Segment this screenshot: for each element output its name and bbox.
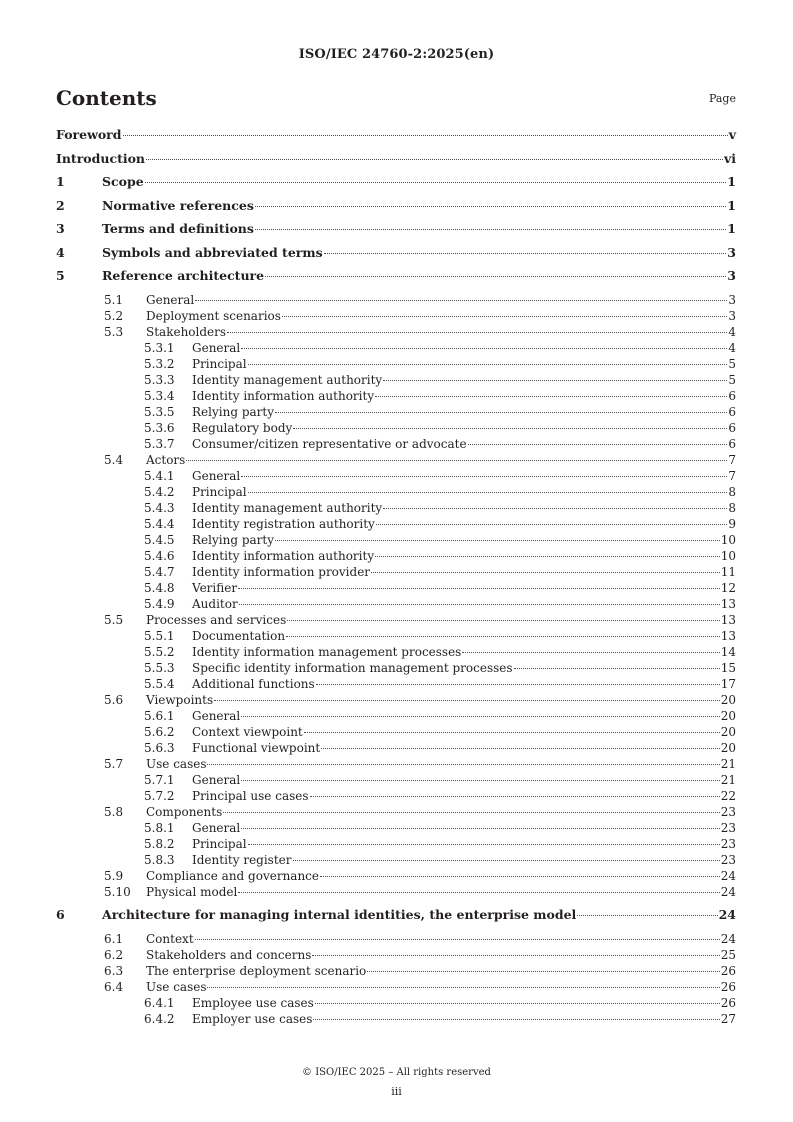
toc-entry-number: 5.6 <box>104 692 124 707</box>
toc-entry-page: 4 <box>728 324 736 339</box>
toc-entry-page: 8 <box>728 500 736 515</box>
toc-entry-title: Physical model <box>146 884 238 899</box>
toc-entry-number: 5.5.3 <box>144 660 175 675</box>
toc-dot-leader <box>282 316 727 317</box>
toc-entry-number: 5.4.2 <box>144 484 175 499</box>
toc-entry-title: Viewpoints <box>146 692 214 707</box>
toc-dot-leader <box>286 636 720 637</box>
toc-entry-title: Relying party <box>192 532 274 547</box>
toc-entry-number: 5.4.5 <box>144 532 175 547</box>
toc-entry-number: 5.7 <box>104 756 124 771</box>
toc-entry-number: 6.1 <box>104 931 124 946</box>
toc-entry-title: Principal <box>192 356 247 371</box>
toc-entry-title: Terms and definitions <box>102 221 254 236</box>
toc-dot-leader <box>324 253 727 254</box>
toc-entry-number: 5.3.5 <box>144 404 175 419</box>
toc-entry[interactable] <box>0 756 793 772</box>
toc-dot-leader <box>514 668 720 669</box>
toc-entry-number: 5.7.2 <box>144 788 175 803</box>
toc-entry-page: 23 <box>720 804 736 819</box>
toc-entry-number: 5.1 <box>104 292 124 307</box>
toc-dot-leader <box>293 860 720 861</box>
toc-entry-number: 5.10 <box>104 884 131 899</box>
toc-entry[interactable] <box>0 852 793 868</box>
toc-entry[interactable] <box>0 532 793 548</box>
toc-entry-number: 1 <box>56 174 65 189</box>
toc-entry-number: 5.4.6 <box>144 548 175 563</box>
toc-entry-number: 5.8.2 <box>144 836 175 851</box>
toc-entry-number: 2 <box>56 197 65 213</box>
toc-entry-page: 27 <box>720 1011 736 1026</box>
toc-entry-title: Auditor <box>192 596 238 611</box>
page-title: Contents <box>56 86 157 110</box>
toc-dot-leader <box>462 652 719 653</box>
toc-entry-page: 6 <box>728 420 736 435</box>
toc-entry-title: General <box>192 820 241 835</box>
toc-entry-page: 15 <box>720 660 736 675</box>
toc-entry-page: 7 <box>728 468 736 483</box>
toc-entry-page: 23 <box>720 852 736 867</box>
toc-entry-number: 5.8.3 <box>144 852 175 867</box>
toc-entry-page: 8 <box>728 484 736 499</box>
toc-entry-number: 5 <box>56 268 65 283</box>
toc-dot-leader <box>468 444 728 445</box>
toc-dot-leader <box>146 159 723 160</box>
toc-entry-number: 5.2 <box>104 308 124 323</box>
toc-dot-leader <box>241 780 719 781</box>
toc-entry-number: 5.5.2 <box>144 644 175 659</box>
toc-entry-number: 5.3.1 <box>144 340 175 355</box>
toc-entry-page: 26 <box>720 995 736 1010</box>
toc-entry-page: 26 <box>720 979 736 994</box>
toc-entry-title: Processes and services <box>146 612 287 627</box>
toc-dot-leader <box>145 182 727 183</box>
toc-entry-page: 6 <box>728 436 736 451</box>
toc-entry-title: Identity information authority <box>192 388 375 403</box>
toc-entry-title: Principal <box>192 836 247 851</box>
toc-entry[interactable] <box>0 221 793 237</box>
toc-entry[interactable] <box>0 628 793 644</box>
toc-dot-leader <box>241 716 719 717</box>
toc-entry-title: Compliance and governance <box>146 868 319 883</box>
toc-entry[interactable] <box>0 127 793 143</box>
toc-entry[interactable] <box>0 931 793 947</box>
toc-entry-page: 26 <box>720 963 736 978</box>
toc-entry-number: 5.4.7 <box>144 564 175 579</box>
toc-entry[interactable] <box>0 947 793 963</box>
toc-entry-title: General <box>146 292 195 307</box>
toc-entry-title: Introduction <box>56 150 146 166</box>
toc-entry[interactable] <box>0 198 793 214</box>
toc-entry-title: Use cases <box>146 979 207 994</box>
toc-entry-title: Identity information provider <box>192 564 371 579</box>
document-id-header: ISO/IEC 24760-2:2025(en) <box>298 47 495 62</box>
toc-dot-leader <box>195 939 720 940</box>
toc-entry-title: Context <box>146 931 194 946</box>
toc-entry-number: 5.3.3 <box>144 372 175 387</box>
toc-entry-page: 24 <box>720 931 736 946</box>
toc-entry-title: Principal <box>192 484 247 499</box>
toc-dot-leader <box>195 300 727 301</box>
toc-entry-title: Identity management authority <box>192 372 383 387</box>
toc-dot-leader <box>223 812 719 813</box>
toc-entry[interactable] <box>0 644 793 660</box>
toc-entry-page: 9 <box>728 516 736 531</box>
toc-entry-title: Identity register <box>192 852 292 867</box>
toc-dot-leader <box>239 604 720 605</box>
toc-entry-page: 13 <box>720 612 736 627</box>
toc-entry[interactable] <box>0 596 793 612</box>
toc-entry-number: 5.3.2 <box>144 356 175 371</box>
toc-entry-title: Identity registration authority <box>192 516 375 531</box>
toc-entry-title: Actors <box>146 452 186 467</box>
toc-entry[interactable] <box>0 340 793 356</box>
toc-dot-leader <box>310 796 720 797</box>
toc-entry-page: 6 <box>728 388 736 403</box>
toc-entry-page: 3 <box>728 292 736 307</box>
toc-dot-leader <box>367 971 719 972</box>
toc-dot-leader <box>207 987 719 988</box>
toc-entry-page: v <box>728 127 736 142</box>
toc-entry-title: Functional viewpoint <box>192 740 321 755</box>
toc-entry-title: Symbols and abbreviated terms <box>102 244 323 260</box>
toc-dot-leader <box>275 412 727 413</box>
toc-entry[interactable] <box>0 660 793 676</box>
toc-entry[interactable] <box>0 907 793 923</box>
toc-entry-number: 5.6.2 <box>144 724 175 739</box>
toc-entry-number: 3 <box>56 221 65 236</box>
toc-entry-page: 24 <box>720 868 736 883</box>
toc-entry-title: General <box>192 772 241 787</box>
toc-entry-title: Specific identity information management processes <box>192 660 513 675</box>
toc-entry-number: 5.7.1 <box>144 772 175 787</box>
toc-entry[interactable] <box>0 484 793 500</box>
toc-entry-title: Employee use cases <box>192 995 314 1010</box>
toc-entry-title: Relying party <box>192 404 274 419</box>
toc-entry[interactable] <box>0 612 793 628</box>
toc-entry-title: The enterprise deployment scenario <box>146 963 367 978</box>
toc-entry-title: Consumer/citizen representative or advocate <box>192 436 467 451</box>
toc-entry[interactable] <box>0 692 793 708</box>
toc-entry[interactable] <box>0 676 793 692</box>
toc-entry-number: 4 <box>56 244 65 260</box>
toc-entry-number: 5.5.4 <box>144 676 175 691</box>
toc-entry-page: 20 <box>720 692 736 707</box>
toc-entry-page: 11 <box>720 564 736 579</box>
toc-dot-leader <box>293 428 727 429</box>
toc-entry-page: 3 <box>727 268 736 283</box>
toc-entry[interactable] <box>0 724 793 740</box>
toc-entry[interactable] <box>0 268 793 284</box>
toc-entry[interactable] <box>0 292 793 308</box>
toc-entry-number: 6.2 <box>104 947 124 962</box>
toc-entry[interactable] <box>0 372 793 388</box>
toc-entry-title: Employer use cases <box>192 1011 313 1026</box>
toc-entry-page: 24 <box>720 884 736 899</box>
toc-entry[interactable] <box>0 151 793 167</box>
toc-entry-page: 13 <box>720 596 736 611</box>
toc-entry[interactable] <box>0 580 793 596</box>
toc-entry[interactable] <box>0 324 793 340</box>
toc-entry[interactable] <box>0 995 793 1011</box>
toc-entry-title: General <box>192 468 241 483</box>
toc-dot-leader <box>375 556 720 557</box>
toc-entry-page: 12 <box>720 580 736 595</box>
toc-entry-page: vi <box>723 150 736 166</box>
toc-entry-page: 20 <box>720 724 736 739</box>
toc-entry[interactable] <box>0 452 793 468</box>
toc-dot-leader <box>255 229 726 230</box>
toc-dot-leader <box>304 732 720 733</box>
toc-entry-number: 6.4 <box>104 979 124 994</box>
toc-dot-leader <box>248 492 728 493</box>
toc-entry-number: 5.3.7 <box>144 436 175 451</box>
toc-entry[interactable] <box>0 404 793 420</box>
toc-entry-number: 5.4 <box>104 452 124 467</box>
toc-entry-page: 14 <box>720 644 736 659</box>
toc-entry-page: 17 <box>720 676 736 691</box>
toc-dot-leader <box>207 764 719 765</box>
toc-entry-title: General <box>192 340 241 355</box>
toc-dot-leader <box>315 1003 720 1004</box>
toc-dot-leader <box>371 572 720 573</box>
toc-entry-number: 5.3 <box>104 324 124 339</box>
toc-dot-leader <box>313 1019 719 1020</box>
toc-entry-number: 5.6.1 <box>144 708 175 723</box>
toc-dot-leader <box>383 380 727 381</box>
toc-entry-title: Additional functions <box>192 676 315 691</box>
toc-dot-leader <box>238 892 719 893</box>
toc-entry[interactable] <box>0 516 793 532</box>
toc-entry-page: 10 <box>720 548 736 563</box>
toc-entry-page: 23 <box>720 820 736 835</box>
toc-entry-number: 5.4.4 <box>144 516 175 531</box>
toc-entry-page: 13 <box>720 628 736 643</box>
toc-dot-leader <box>241 348 727 349</box>
toc-entry[interactable] <box>0 564 793 580</box>
toc-entry[interactable] <box>0 356 793 372</box>
toc-entry-title: Foreword <box>56 127 122 142</box>
toc-entry-title: Identity information management processes <box>192 644 462 659</box>
toc-entry-title: Stakeholders <box>146 324 227 339</box>
toc-entry-title: Documentation <box>192 628 286 643</box>
toc-entry[interactable] <box>0 708 793 724</box>
toc-entry-page: 5 <box>728 372 736 387</box>
toc-entry-page: 20 <box>720 708 736 723</box>
toc-entry-page: 1 <box>727 221 736 236</box>
toc-entry[interactable] <box>0 804 793 820</box>
toc-entry-title: Reference architecture <box>102 268 265 283</box>
toc-entry[interactable] <box>0 740 793 756</box>
toc-dot-leader <box>241 828 719 829</box>
toc-entry-page: 4 <box>728 340 736 355</box>
toc-entry-page: 20 <box>720 740 736 755</box>
toc-entry-title: General <box>192 708 241 723</box>
toc-entry-number: 5.4.9 <box>144 596 175 611</box>
toc-entry-page: 25 <box>720 947 736 962</box>
toc-dot-leader <box>186 460 727 461</box>
toc-entry-page: 23 <box>720 836 736 851</box>
toc-entry-number: 6.3 <box>104 963 124 978</box>
toc-dot-leader <box>320 876 720 877</box>
toc-entry-page: 3 <box>728 308 736 323</box>
toc-entry-title: Identity management authority <box>192 500 383 515</box>
toc-entry[interactable] <box>0 245 793 261</box>
toc-dot-leader <box>248 844 720 845</box>
toc-entry-page: 7 <box>728 452 736 467</box>
toc-entry-page: 6 <box>728 404 736 419</box>
toc-dot-leader <box>312 955 719 956</box>
toc-entry-number: 5.4.3 <box>144 500 175 515</box>
toc-dot-leader <box>248 364 728 365</box>
toc-dot-leader <box>265 276 726 277</box>
toc-dot-leader <box>383 508 727 509</box>
toc-entry[interactable] <box>0 500 793 516</box>
toc-dot-leader <box>123 135 728 136</box>
toc-entry-title: Normative references <box>102 197 254 213</box>
toc-entry[interactable] <box>0 979 793 995</box>
toc-entry-page: 3 <box>727 244 736 260</box>
footer-copyright: © ISO/IEC 2025 – All rights reserved <box>302 1067 491 1078</box>
toc-entry[interactable] <box>0 436 793 452</box>
toc-entry-title: Architecture for managing internal identities, the enterprise model <box>102 907 577 922</box>
toc-dot-leader <box>321 748 720 749</box>
toc-entry[interactable] <box>0 174 793 190</box>
toc-entry[interactable] <box>0 963 793 979</box>
toc-entry-title: Principal use cases <box>192 788 309 803</box>
toc-dot-leader <box>316 684 720 685</box>
toc-entry-page: 24 <box>718 907 736 922</box>
toc-entry-number: 6 <box>56 907 65 922</box>
toc-entry-title: Identity information authority <box>192 548 375 563</box>
toc-entry[interactable] <box>0 884 793 900</box>
toc-entry-page: 22 <box>720 788 736 803</box>
toc-entry[interactable] <box>0 1011 793 1027</box>
toc-entry[interactable] <box>0 788 793 804</box>
toc-dot-leader <box>375 396 727 397</box>
toc-entry[interactable] <box>0 420 793 436</box>
toc-entry-title: Regulatory body <box>192 420 293 435</box>
toc-dot-leader <box>287 620 719 621</box>
toc-entry-page: 5 <box>728 356 736 371</box>
toc-entry-number: 6.4.2 <box>144 1011 175 1026</box>
toc-entry-page: 21 <box>720 756 736 771</box>
toc-entry[interactable] <box>0 388 793 404</box>
toc-entry-title: Context viewpoint <box>192 724 303 739</box>
footer-page-number: iii <box>391 1085 402 1098</box>
toc-entry-number: 5.3.4 <box>144 388 175 403</box>
toc-entry-page: 21 <box>720 772 736 787</box>
toc-dot-leader <box>577 915 717 916</box>
toc-entry-number: 5.4.1 <box>144 468 175 483</box>
toc-entry-title: Scope <box>102 174 144 189</box>
toc-entry-title: Use cases <box>146 756 207 771</box>
toc-entry[interactable] <box>0 468 793 484</box>
toc-dot-leader <box>241 476 727 477</box>
toc-entry-number: 5.6.3 <box>144 740 175 755</box>
toc-entry[interactable] <box>0 836 793 852</box>
toc-entry-number: 5.4.8 <box>144 580 175 595</box>
toc-entry-page: 1 <box>727 174 736 189</box>
toc-entry[interactable] <box>0 308 793 324</box>
toc-dot-leader <box>376 524 728 525</box>
toc-entry-title: Components <box>146 804 223 819</box>
toc-entry-number: 5.8.1 <box>144 820 175 835</box>
toc-dot-leader <box>238 588 720 589</box>
toc-entry-number: 6.4.1 <box>144 995 175 1010</box>
toc-entry[interactable] <box>0 772 793 788</box>
toc-entry-number: 5.3.6 <box>144 420 175 435</box>
toc-dot-leader <box>227 332 727 333</box>
toc-entry[interactable] <box>0 820 793 836</box>
toc-entry-number: 5.5 <box>104 612 124 627</box>
toc-entry-number: 5.9 <box>104 868 124 883</box>
page-column-label: Page <box>708 92 736 105</box>
toc-entry[interactable] <box>0 548 793 564</box>
toc-dot-leader <box>214 700 720 701</box>
toc-entry-number: 5.8 <box>104 804 124 819</box>
toc-entry-title: Stakeholders and concerns <box>146 947 312 962</box>
toc-entry-number: 5.5.1 <box>144 628 175 643</box>
toc-entry-page: 10 <box>720 532 736 547</box>
toc-dot-leader <box>275 540 720 541</box>
toc-entry-title: Verifier <box>192 580 238 595</box>
toc-dot-leader <box>255 206 726 207</box>
toc-entry[interactable] <box>0 868 793 884</box>
toc-entry-title: Deployment scenarios <box>146 308 281 323</box>
toc-entry-page: 1 <box>727 197 736 213</box>
